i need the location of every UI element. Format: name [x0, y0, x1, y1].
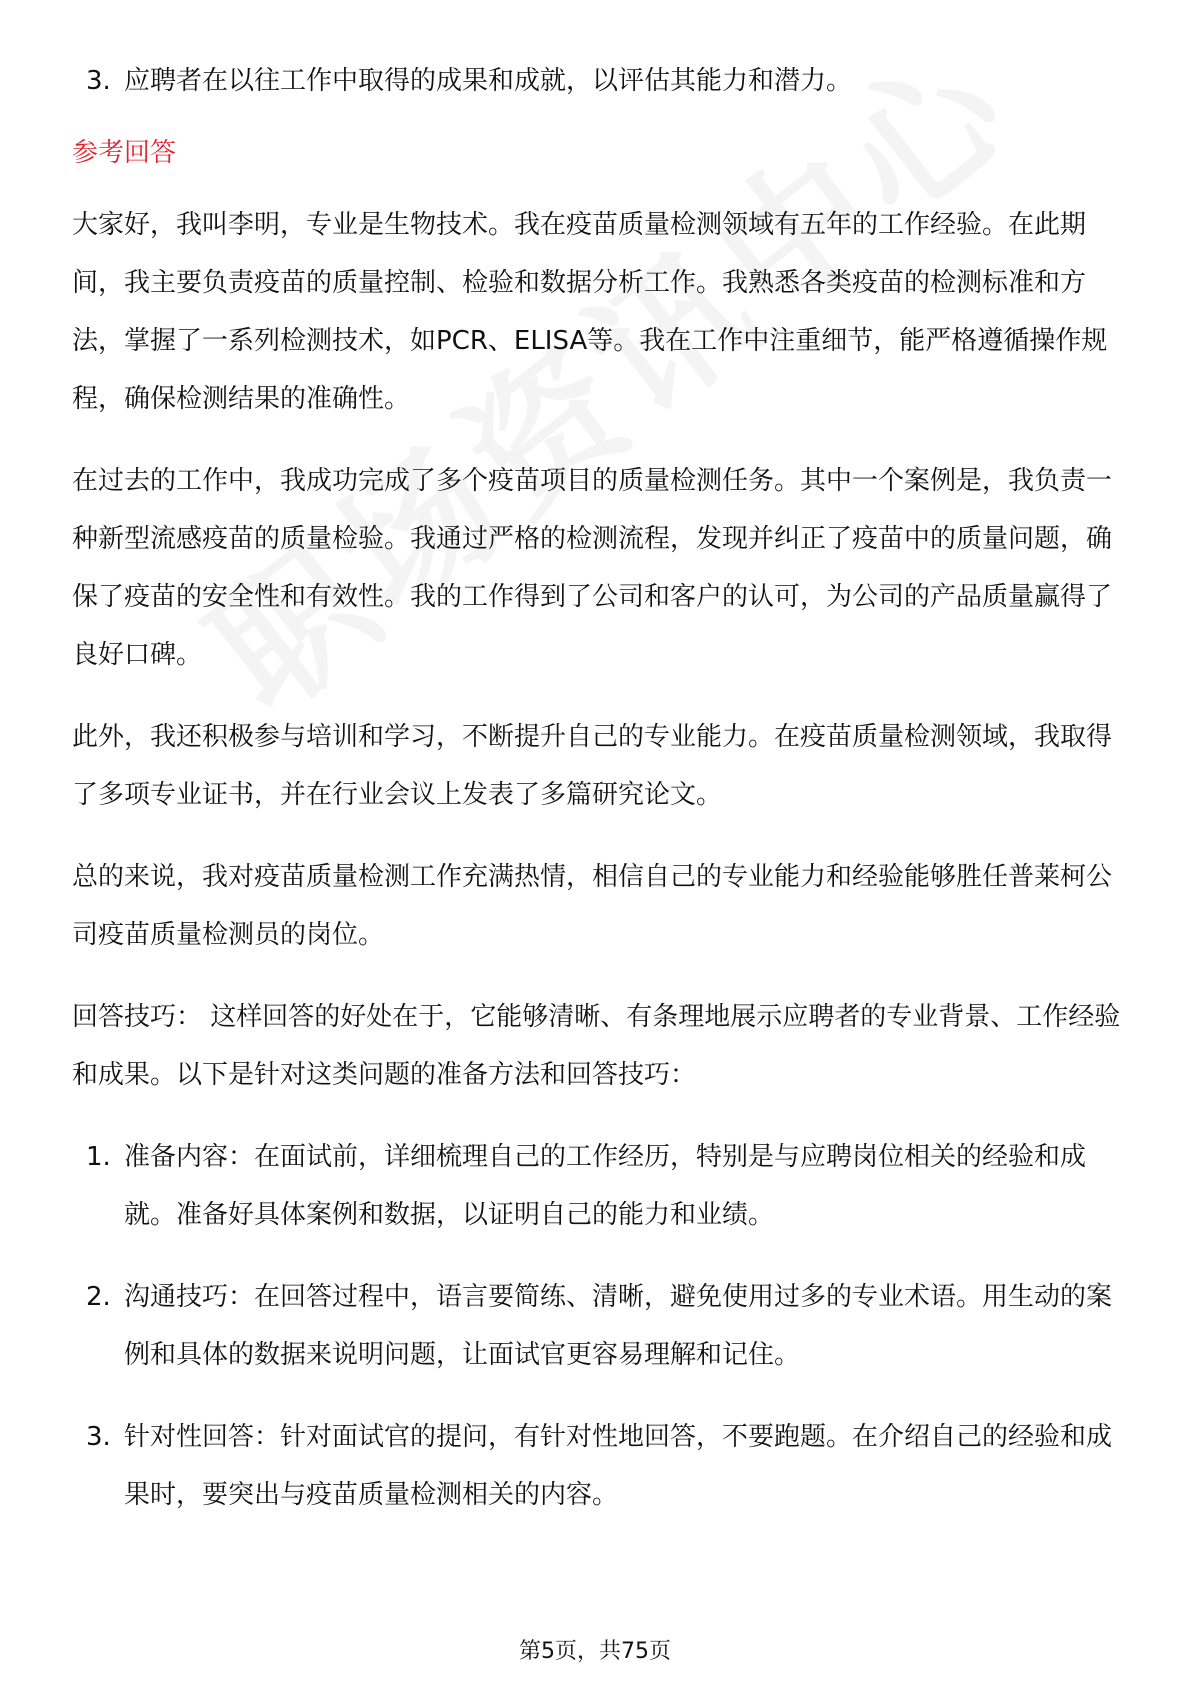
- paragraph: 此外，我还积极参与培训和学习，不断提升自己的专业能力。在疫苗质量检测领域，我取得了多项专业证书，并在行业会议上发表了多篇研究论文。: [72, 722, 1113, 810]
- paragraph: 大家好，我叫李明，专业是生物技术。我在疫苗质量检测领域有五年的工作经验。在此期间，我主要负责疫苗的质量控制、检验和数据分析工作。我熟悉各类疫苗的检测标准和方法，掌握了一系列检测技术，如PCR、ELISA等。我在工作中注重细节，能严格遵循操作规程，确保检测结果的准确性。: [72, 210, 1108, 414]
- section-heading: 参考回答: [72, 138, 177, 168]
- list-number: 1.: [86, 1142, 111, 1172]
- list-number: 3.: [86, 66, 111, 96]
- paragraph: 在过去的工作中，我成功完成了多个疫苗项目的质量检测任务。其中一个案例是，我负责一种新型流感疫苗的质量检验。我通过严格的检测流程，发现并纠正了疫苗中的质量问题，确保了疫苗的安全性和有效性。我的工作得到了公司和客户的认可，为公司的产品质量赢得了良好口碑。: [72, 466, 1113, 670]
- list-text: 沟通技巧：在回答过程中，语言要简练、清晰，避免使用过多的专业术语。用生动的案例和具体的数据来说明问题，让面试官更容易理解和记住。: [124, 1282, 1113, 1370]
- list-number: 3.: [86, 1422, 111, 1452]
- list-text: 针对性回答：针对面试官的提问，有针对性地回答，不要跑题。在介绍自己的经验和成果时，要突出与疫苗质量检测相关的内容。: [124, 1422, 1113, 1510]
- list-text: 应聘者在以往工作中取得的成果和成就，以评估其能力和潜力。: [124, 66, 853, 96]
- list-number: 2.: [86, 1282, 111, 1312]
- list-item: [72, 1128, 1122, 1244]
- list-item: [72, 52, 1122, 110]
- paragraph: 总的来说，我对疫苗质量检测工作充满热情，相信自己的专业能力和经验能够胜任普莱柯公司疫苗质量检测员的岗位。: [72, 862, 1113, 950]
- list-text: 准备内容：在面试前，详细梳理自己的工作经历，特别是与应聘岗位相关的经验和成就。准备好具体案例和数据，以证明自己的能力和业绩。: [124, 1142, 1087, 1230]
- page-footer: 第5页，共75页: [519, 1639, 671, 1664]
- list-item: [72, 1408, 1122, 1524]
- paragraph: 回答技巧： 这样回答的好处在于，它能够清晰、有条理地展示应聘者的专业背景、工作经验和成果。以下是针对这类问题的准备方法和回答技巧：: [72, 1002, 1121, 1090]
- page-content: [72, 60, 1122, 1524]
- list-item: [72, 1268, 1122, 1384]
